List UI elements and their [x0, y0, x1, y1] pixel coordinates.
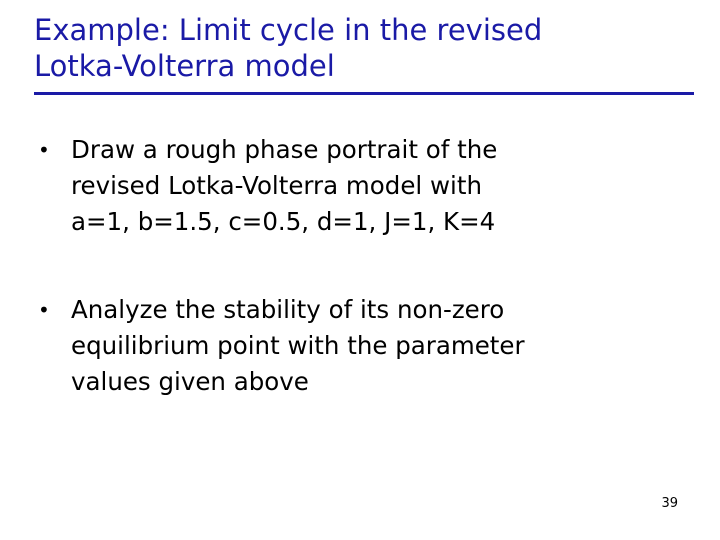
- bullet-text-line: equilibrium point with the parameter: [71, 331, 525, 360]
- bullet-item: [38, 132, 698, 240]
- bullet-text-line: a=1, b=1.5, c=0.5, d=1, J=1, K=4: [71, 207, 496, 236]
- bullet-marker: •: [38, 298, 50, 322]
- bullet-list: [38, 132, 698, 452]
- bullet-item: [38, 292, 698, 400]
- bullet-text-line: revised Lotka-Volterra model with: [71, 171, 482, 200]
- slide-title-line: Lotka-Volterra model: [34, 49, 335, 83]
- slide-title: [34, 12, 694, 84]
- bullet-text-line: values given above: [71, 367, 309, 396]
- slide-title-line: Example: Limit cycle in the revised: [34, 13, 543, 47]
- bullet-marker: •: [38, 138, 50, 162]
- title-underline: [34, 92, 694, 95]
- bullet-text-line: Analyze the stability of its non-zero: [71, 295, 505, 324]
- page-number: 39: [661, 496, 678, 511]
- bullet-text-line: Draw a rough phase portrait of the: [71, 135, 498, 164]
